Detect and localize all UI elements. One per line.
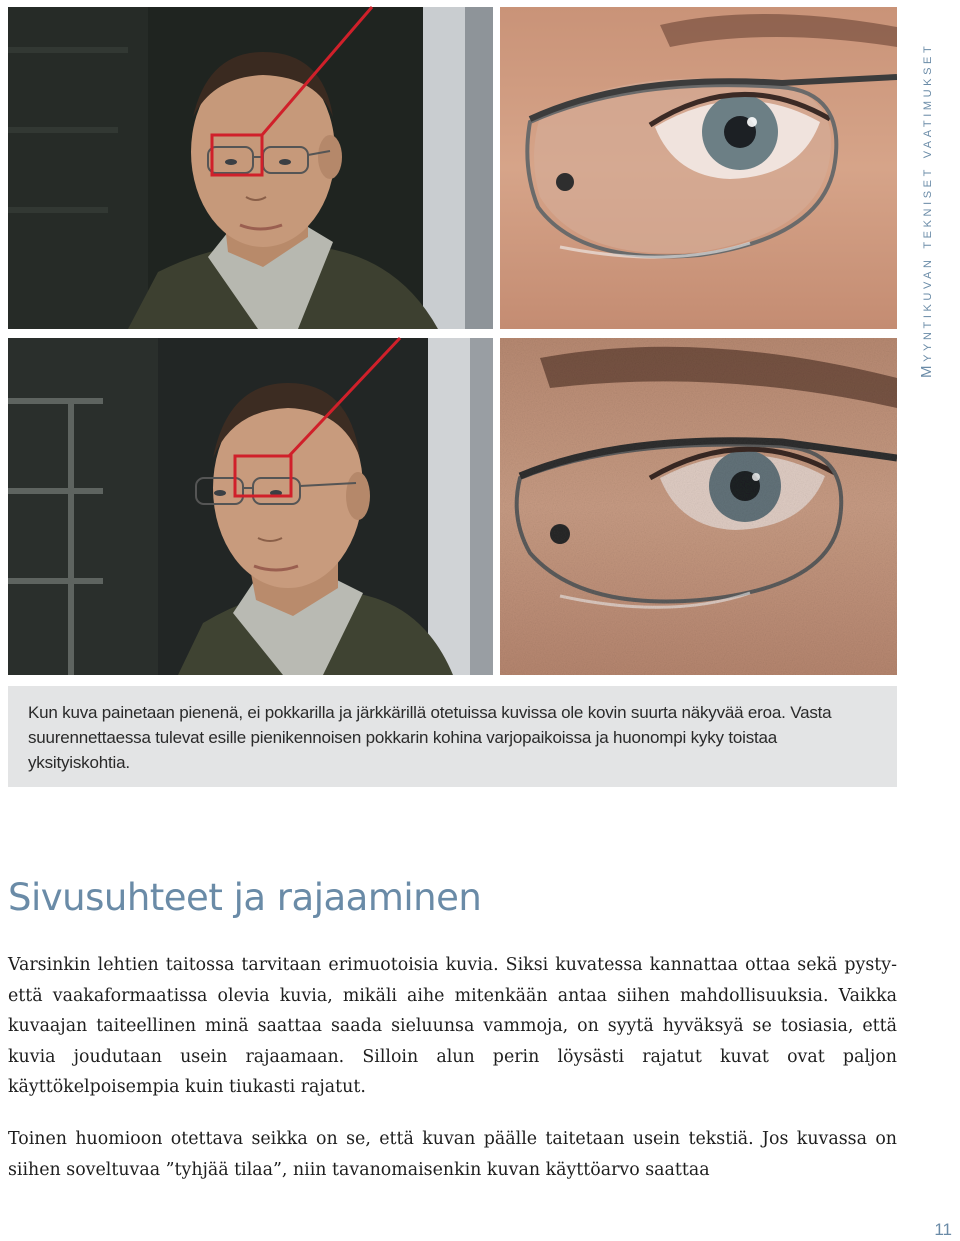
page-number: 11 [934, 1220, 952, 1239]
eye-closeup-photo-top [500, 7, 897, 329]
portrait-photo-top [8, 7, 493, 329]
portrait-photo-bottom [8, 338, 493, 675]
body-paragraph-2: Toinen huomioon otettava seikka on se, että kuvan päälle taitetaan usein tekstiä. Jos kuvassa on siihen soveltuvaa ”tyhjää tilaa”, niin tavanomaisenkin kuvan käyttöarvo saattaa [8, 1129, 897, 1180]
section-heading: Sivusuhteet ja rajaaminen [8, 876, 482, 919]
body-paragraph-1: Varsinkin lehtien taitossa tarvitaan erimuotoisia kuvia. Siksi kuvatessa kannattaa ottaa sekä pysty- että vaakaformaatissa olevia kuvia, mikäli aihe mitenkään antaa siihen mahdollisuuksia. Vaikka kuvaajan taiteellinen minä saattaa saada sieluunsa vammoja, on syytä hyväksyä se tosiasia, että kuvia joudutaan usein rajaamaan. Silloin alun perin löysästi rajatut kuvat ovat paljon käyttökelpoisempia kuin tiukasti rajatut. [8, 955, 897, 1098]
caption-box [8, 686, 897, 787]
running-head: Myyntikuvan tekniset vaatimukset [918, 42, 935, 378]
eye-closeup-photo-bottom [500, 338, 897, 675]
caption-text: Kun kuva painetaan pienenä, ei pokkarilla ja järkkärillä otetuissa kuvissa ole kovin suurta näkyvää eroa. Vasta suurennettaessa tulevat esille pienikennoisen pokkarin kohina varjopaikoissa ja huonompi kyky toistaa yksityiskohtia. [28, 703, 832, 772]
